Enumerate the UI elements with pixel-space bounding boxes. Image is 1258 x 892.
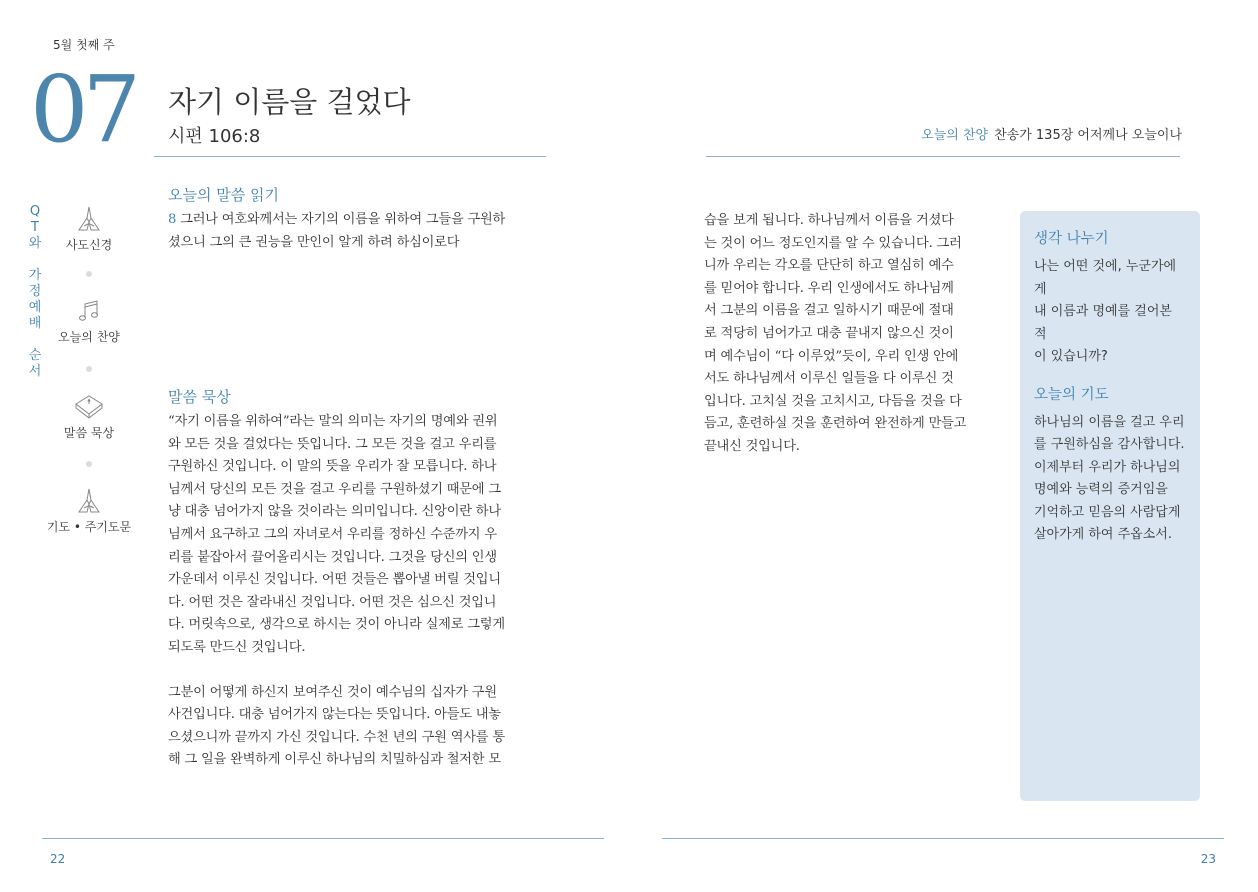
reading-section <box>168 184 546 254</box>
page-number-right: 23 <box>1200 852 1216 866</box>
step-creed <box>46 204 132 253</box>
verse-number: 8 <box>168 212 177 227</box>
step-divider-dot <box>86 366 92 372</box>
meditation-paragraph-2: 그분이 어떻게 하신지 보여주신 것이 예수님의 십자가 구원 사건입니다. 대충 넘어가지 않는다는 뜻입니다. 아들도 내놓 으셨으니까 끝까지 가신 것입니다. 수천 년의 구원 역사를 통 해 그 일을 완벽하게 이루신 하나님의 치밀하심과 철저한 모 <box>168 684 505 768</box>
prayer-heading: 오늘의 기도 <box>1034 386 1109 403</box>
step-divider-dot <box>86 461 92 467</box>
reading-heading: 오늘의 말씀 읽기 <box>168 186 279 204</box>
meditation-section <box>168 386 546 772</box>
music-note-icon <box>74 296 104 326</box>
praying-hands-icon <box>74 204 104 234</box>
side-vertical-title: Q T 와 가 정 예 배 순 서 <box>28 204 42 379</box>
week-label: 5월 첫째 주 <box>53 38 115 52</box>
bible-icon <box>73 392 105 422</box>
hymn-text: 찬송가 135장 어저께나 오늘이나 <box>994 128 1182 143</box>
step-prayer <box>46 486 132 535</box>
header-rule-right <box>706 156 1180 157</box>
step-label: 오늘의 찬양 <box>58 330 120 344</box>
day-number: 07 <box>30 56 136 163</box>
meditation-heading: 말씀 묵상 <box>168 388 231 406</box>
step-label: 말씀 묵상 <box>63 426 115 440</box>
step-label: 기도 • 주기도문 <box>46 520 132 534</box>
step-divider-dot <box>86 271 92 277</box>
share-heading: 생각 나누기 <box>1034 231 1109 247</box>
footer-rule-left <box>42 838 604 839</box>
share-text: 나는 어떤 것에, 누군가에게 내 이름과 명예를 걸어본 적 이 있습니까? <box>1034 259 1177 364</box>
hymn-label: 오늘의 찬양 <box>921 128 989 143</box>
meditation-continued: 습을 보게 됩니다. 하나님께서 이름을 거셨다 는 것이 어느 정도인지를 알 수 있습니다. 그러 니까 우리는 각오를 단단히 하고 열심히 예수 를 믿어야 합니다. 우리 인생에서도 하나님께 서 그분의 이름을 걸고 일하시기 때문에 절대 로 적당히 넘어가고 대충 끝내지 않으신 것이 며 예수님이 “다 이루었”듯이, 우리 인생 안에 서도 하나님께서 이루신 일들을 다 이루신 것 입니다. 고치실 것을 고치시고, 다듬을 것을 다 듬고, 훈련하실 것을 훈련하여 완전하게 만들고 끝내신 것입니다. <box>704 213 967 454</box>
prayer-text: 하나님의 이름을 걸고 우리 를 구원하심을 감사합니다. 이제부터 우리가 하나님의 명예와 능력의 증거임을 기억하고 믿음의 사람답게 살아가게 하여 주옵소서. <box>1034 414 1185 542</box>
scripture-text: 8 그러나 여호와께서는 자기의 이름을 위하여 그들을 구원하 셨으니 그의 큰 권능을 만인이 알게 하려 하심이로다 <box>168 212 506 250</box>
page-number-left: 22 <box>50 852 66 866</box>
todays-hymn <box>921 124 1182 143</box>
scripture-reference: 시편 106:8 <box>168 126 261 147</box>
step-hymn <box>46 296 132 345</box>
page-title: 자기 이름을 걸었다 <box>168 85 411 119</box>
reflection-sidebar <box>1020 211 1200 801</box>
praying-hands-icon <box>74 486 104 516</box>
footer-rule-right <box>662 838 1224 839</box>
meditation-paragraph-1: “자기 이름을 위하여”라는 말의 의미는 자기의 명예와 권위 와 모든 것을 걸었다는 뜻입니다. 그 모든 것을 걸고 우리를 구원하신 것입니다. 이 말의 뜻을 우리가 잘 모릅니다. 하나 님께서 당신의 모든 것을 걸고 우리를 구원하셨기 때문에 그 냥 대충 넘어가지 않을 것이라는 의미입니다. 신앙이란 하나 님께서 요구하고 그의 자녀로서 우리를 정하신 수준까지 우 리를 붙잡아서 끌어올리시는 것입니다. 그것을 당신의 인생 가운데서 이루신 것입니다. 어떤 것들은 뽑아낼 버릴 것입니 다. 어떤 것은 잘라내신 것입니다. 어떤 것은 심으신 것입니 다. 머릿속으로, 생각으로 하시는 것이 아니라 실제로 그렇게 되도록 만드신 것입니다. <box>168 414 505 655</box>
header-rule-left <box>154 156 546 157</box>
step-label: 사도신경 <box>65 238 113 252</box>
step-meditation <box>46 392 132 441</box>
